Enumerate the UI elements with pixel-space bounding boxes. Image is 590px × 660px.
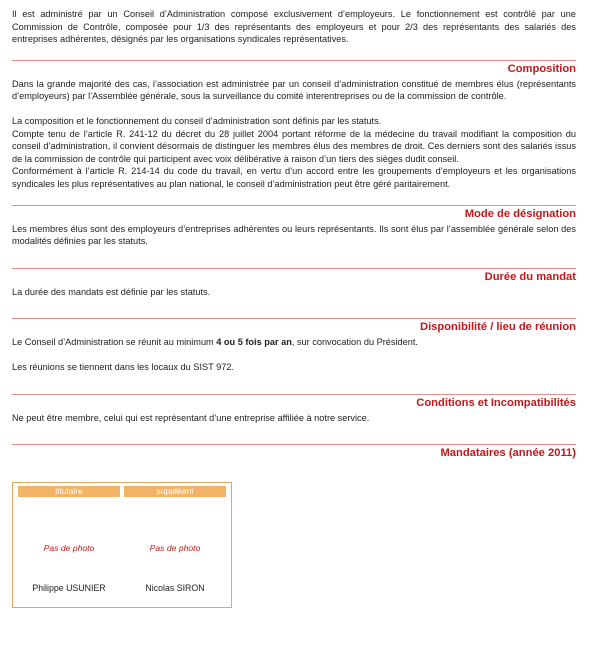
- header-suppleant: suppléant: [124, 486, 226, 497]
- section-title-conditions: Conditions et Incompatibilités: [416, 396, 576, 409]
- composition-paragraph-2: La composition et le fonctionnement du conseil d’administration sont définis par les statuts.: [12, 115, 382, 126]
- composition-paragraph-4: Conformément à l’article R. 214-14 du code du travail, en vertu d’un accord entre les groupements d’employeurs et les organisations syndicales les plus représentatives au plan national, le conseil d’administration peut être géré paritairement.: [12, 166, 576, 189]
- section-body-composition: [12, 78, 576, 191]
- section-title-mandat: Durée du mandat: [484, 270, 576, 283]
- mandataire-name: Nicolas SIRON: [145, 583, 205, 594]
- mandataires-table-row: [16, 497, 228, 604]
- section-title-designation: Mode de désignation: [464, 207, 576, 220]
- intro-paragraph: Il est administré par un Conseil d’Administration composé exclusivement d’employeurs. Le fonctionnement est contrôlé par une Commission de Contrôle, composée pour 1/3 des représentants des employeurs et pour 2/3 des représentants des salariés des entreprises adhérentes, désignés par les organisations syndicales représentatives.: [12, 9, 576, 45]
- mandataire-cell-suppleant: [124, 497, 226, 604]
- section-title-mandataires: Mandataires (année 2011): [440, 447, 576, 460]
- section-header-reunion: [12, 318, 576, 334]
- reunion-paragraph-1: Le Conseil d’Administration se réunit au minimum 4 ou 5 fois par an, sur convocation du Président.: [12, 337, 418, 348]
- composition-paragraph-3: Compte tenu de l’article R. 241-12 du décret du 28 juillet 2004 portant réforme de la médecine du travail modifiant la composition du conseil d’administration, il convient désormais de distinguer les membres élus des membres de droit. Ces derniers sont des salariés issus de la commission de contrôle qui participent avec voix délibérative à raison d’un tiers des sièges dudit conseil.: [12, 128, 576, 164]
- section-body-conditions: [12, 412, 576, 425]
- conditions-paragraph: Ne peut être membre, celui qui est représentant d’une entreprise affiliée à notre service.: [12, 412, 370, 423]
- mandataire-cell-titulaire: [18, 497, 120, 604]
- composition-paragraph-1: Dans la grande majorité des cas, l’association est administrée par un conseil d’administration constitué de membres élus (représentants d’employeurs) par l’Assemblée générale, sous la surveillance du comité interentreprises ou de la commission de contrôle.: [12, 78, 576, 102]
- photo-placeholder: Pas de photo: [149, 543, 201, 554]
- section-header-designation: [12, 205, 576, 221]
- section-header-mandataires: [12, 444, 576, 460]
- section-header-conditions: [12, 394, 576, 410]
- section-body-mandat: [12, 286, 576, 299]
- section-title-composition: Composition: [507, 62, 576, 75]
- section-header-mandat: [12, 268, 576, 284]
- section-title-reunion: Disponibilité / lieu de réunion: [419, 321, 576, 334]
- photo-placeholder: Pas de photo: [43, 543, 95, 554]
- reunion-frequency: 4 ou 5 fois par an: [216, 337, 292, 348]
- mandat-paragraph: La durée des mandats est définie par les statuts.: [12, 286, 211, 297]
- mandataires-table-header: [16, 486, 228, 497]
- mandataires-table: [12, 482, 232, 608]
- mandataire-name: Philippe USUNIER: [32, 583, 106, 594]
- designation-paragraph: Les membres élus sont des employeurs d’entreprises adhérentes ou leurs représentants. Ils sont élus par l’assemblée générale selon des modalités définies par les statuts.: [12, 223, 576, 247]
- section-body-reunion: [12, 336, 576, 373]
- section-body-designation: [12, 223, 576, 248]
- header-titulaire: titulaire: [18, 486, 120, 497]
- reunion-paragraph-2: Les réunions se tiennent dans les locaux du SIST 972.: [12, 361, 235, 372]
- section-header-composition: [12, 60, 576, 76]
